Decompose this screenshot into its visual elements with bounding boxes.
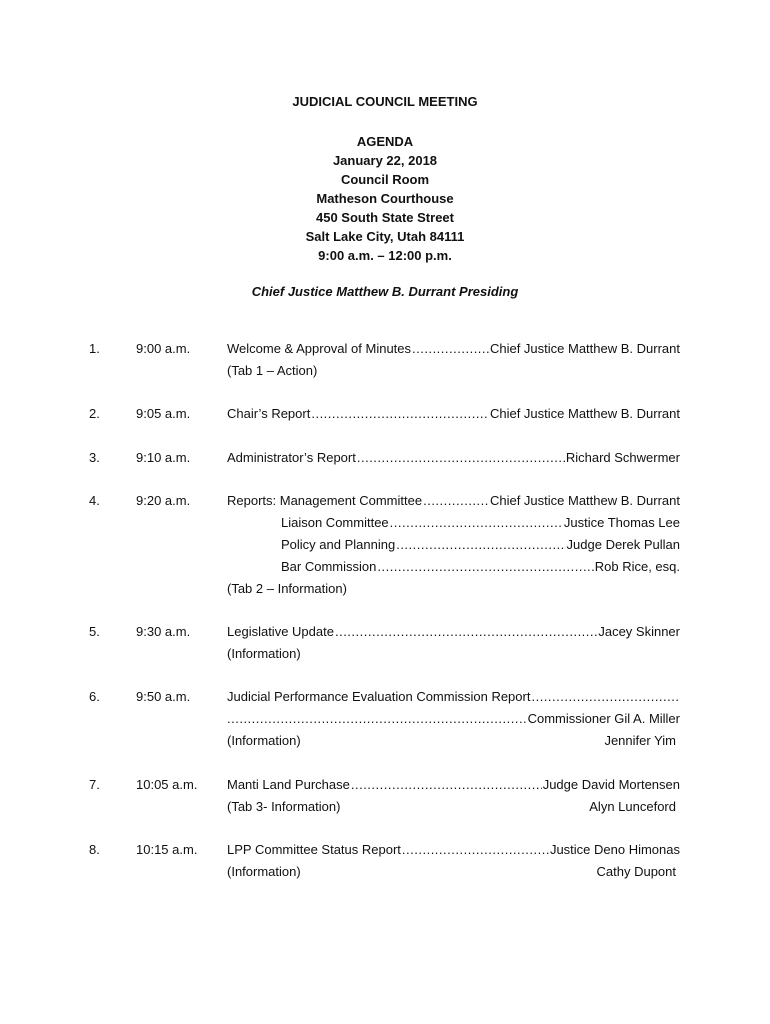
meeting-room: Council Room xyxy=(340,172,430,187)
meeting-time: 9:00 a.m. – 12:00 p.m. xyxy=(318,248,452,263)
item-topic-line xyxy=(227,403,680,425)
item-topic: Administrator’s Report xyxy=(227,450,356,465)
item-topic-line xyxy=(227,338,680,360)
item-time: 9:20 a.m. xyxy=(136,493,191,508)
meeting-date: January 22, 2018 xyxy=(332,153,438,168)
subreport-name: Policy and Planning xyxy=(281,537,396,552)
subreport-presenter: Justice Thomas Lee xyxy=(563,515,680,530)
subreport-line xyxy=(281,512,680,534)
dot-leader xyxy=(227,708,527,730)
item-secondary-presenter: Alyn Lunceford xyxy=(589,799,676,814)
item-number: 7. xyxy=(89,777,100,792)
item-time: 10:15 a.m. xyxy=(136,842,198,857)
item-presenter-line xyxy=(227,708,680,730)
dot-leader xyxy=(396,534,565,556)
dot-leader xyxy=(402,839,549,861)
dot-leader xyxy=(351,774,542,796)
item-time: 10:05 a.m. xyxy=(136,777,198,792)
agenda-header-block xyxy=(0,132,770,265)
dot-leader xyxy=(377,556,593,578)
subreport-line xyxy=(281,556,680,578)
item-topic: LPP Committee Status Report xyxy=(227,842,401,857)
item-time: 9:50 a.m. xyxy=(136,689,191,704)
item-topic: Reports: Management Committee xyxy=(227,493,423,508)
meeting-building: Matheson Courthouse xyxy=(316,191,454,206)
item-number: 4. xyxy=(89,493,100,508)
item-note: (Information) xyxy=(227,646,301,661)
subreport-presenter: Rob Rice, esq. xyxy=(594,559,680,574)
agenda-heading: AGENDA xyxy=(356,134,414,149)
item-time: 9:10 a.m. xyxy=(136,450,191,465)
item-topic: Judicial Performance Evaluation Commission Report xyxy=(227,689,531,704)
dot-leader xyxy=(531,686,679,708)
item-topic-line xyxy=(227,447,680,469)
item-number: 2. xyxy=(89,406,100,421)
item-presenter: Richard Schwermer xyxy=(565,450,680,465)
dot-leader xyxy=(412,338,489,360)
item-topic-line xyxy=(227,490,680,512)
item-topic-line xyxy=(227,686,680,708)
meeting-city: Salt Lake City, Utah 84111 xyxy=(305,229,465,244)
item-number: 5. xyxy=(89,624,100,639)
item-number: 3. xyxy=(89,450,100,465)
item-presenter: Chief Justice Matthew B. Durrant xyxy=(489,406,680,421)
item-number: 6. xyxy=(89,689,100,704)
dot-leader xyxy=(311,403,489,425)
item-secondary-presenter: Jennifer Yim xyxy=(604,733,676,748)
item-topic: Chair’s Report xyxy=(227,406,311,421)
item-number: 8. xyxy=(89,842,100,857)
item-topic: Manti Land Purchase xyxy=(227,777,350,792)
item-topic-line xyxy=(227,621,680,643)
item-note: (Tab 2 – Information) xyxy=(227,581,347,596)
item-presenter: Justice Deno Himonas xyxy=(549,842,680,857)
item-note: (Tab 3- Information) xyxy=(227,799,341,814)
subreport-presenter: Judge Derek Pullan xyxy=(566,537,680,552)
item-presenter: Chief Justice Matthew B. Durrant xyxy=(489,493,680,508)
item-note: (Tab 1 – Action) xyxy=(227,363,318,378)
item-presenter: Judge David Mortensen xyxy=(542,777,680,792)
item-presenter: Commissioner Gil A. Miller xyxy=(527,711,680,726)
document-title: JUDICIAL COUNCIL MEETING xyxy=(292,94,478,109)
subreport-line xyxy=(281,534,680,556)
subreport-name: Bar Commission xyxy=(281,559,377,574)
dot-leader xyxy=(335,621,597,643)
item-time: 9:30 a.m. xyxy=(136,624,191,639)
item-note: (Information) xyxy=(227,864,301,879)
item-topic-line xyxy=(227,774,680,796)
meeting-street: 450 South State Street xyxy=(316,210,454,225)
item-note-line xyxy=(227,861,680,883)
dot-leader xyxy=(390,512,563,534)
item-topic: Welcome & Approval of Minutes xyxy=(227,341,412,356)
dot-leader xyxy=(423,490,489,512)
subreport-name: Liaison Committee xyxy=(281,515,389,530)
dot-leader xyxy=(357,447,565,469)
item-presenter: Chief Justice Matthew B. Durrant xyxy=(489,341,680,356)
item-note: (Information) xyxy=(227,733,301,748)
item-time: 9:05 a.m. xyxy=(136,406,191,421)
item-note-line xyxy=(227,796,680,818)
item-presenter: Jacey Skinner xyxy=(598,624,680,639)
item-topic: Legislative Update xyxy=(227,624,334,639)
item-time: 9:00 a.m. xyxy=(136,341,191,356)
item-secondary-presenter: Cathy Dupont xyxy=(596,864,676,879)
item-note-line xyxy=(227,730,680,752)
item-topic-line xyxy=(227,839,680,861)
presiding-line: Chief Justice Matthew B. Durrant Presiding xyxy=(251,284,519,299)
item-number: 1. xyxy=(89,341,100,356)
